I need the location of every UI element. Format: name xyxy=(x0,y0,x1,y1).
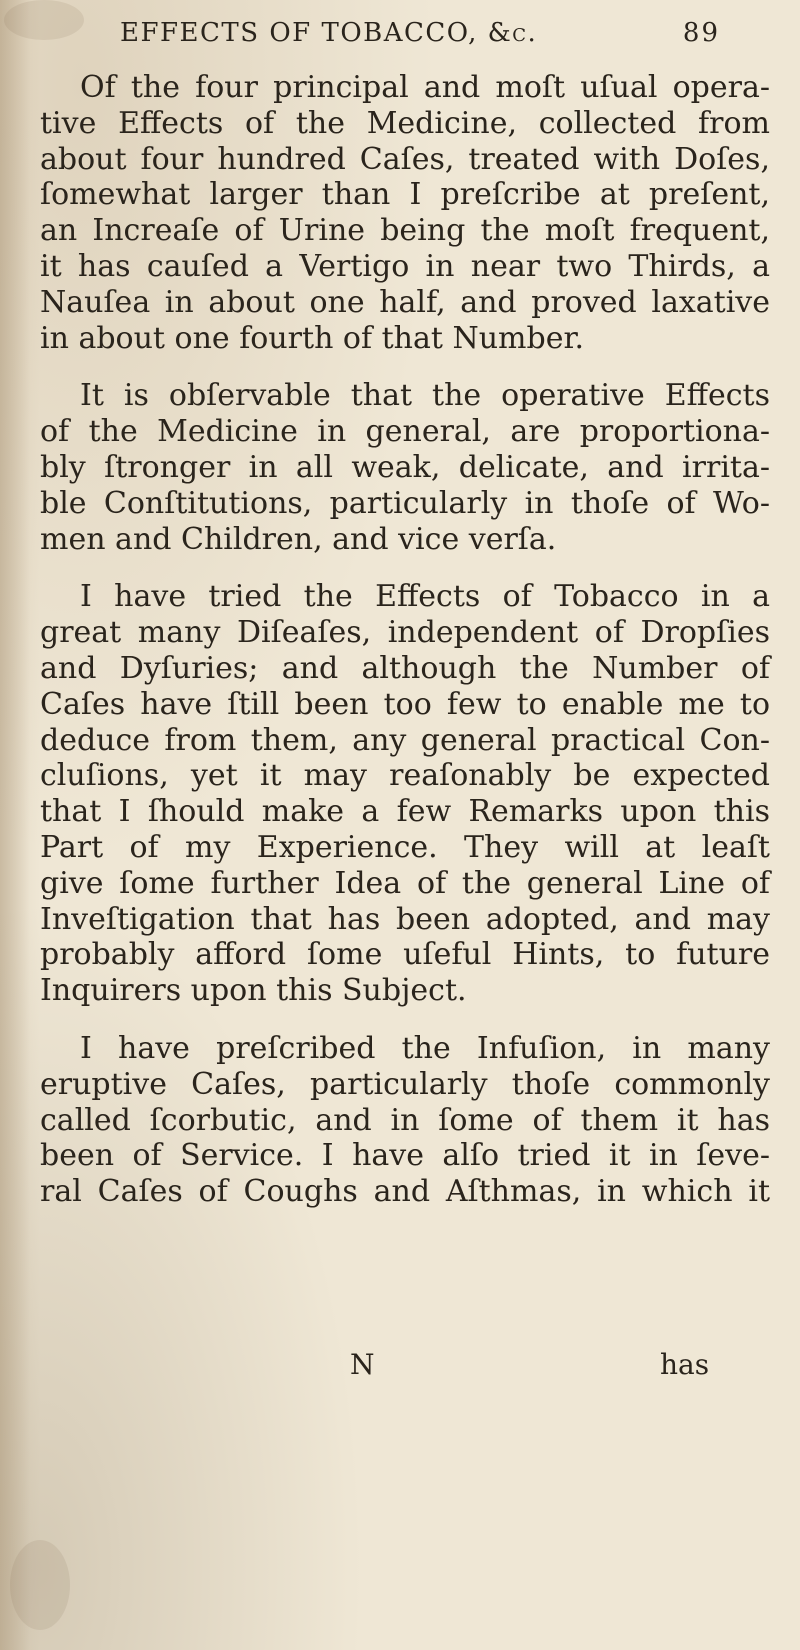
text-line: men and Children, and vice verſa. xyxy=(40,521,557,557)
catchword: has xyxy=(660,1348,710,1381)
body-text xyxy=(40,70,770,1232)
paragraph xyxy=(40,1031,770,1210)
text-line: eruptive Caſes, particularly thoſe commonly xyxy=(40,1066,770,1102)
text-line: Nauſea in about one half, and proved laxative xyxy=(40,284,770,320)
page-number: 89 xyxy=(682,18,720,48)
text-line: and Dyſuries; and although the Number of xyxy=(40,650,770,686)
text-line: deduce from them, any general practical Con- xyxy=(40,722,770,758)
text-line: ſomewhat larger than I preſcribe at preſent, xyxy=(40,177,770,213)
text-line: give ſome further Idea of the general Line of xyxy=(40,865,770,901)
text-line: of the Medicine in general, are proportiona- xyxy=(40,414,770,450)
text-line: Of the four principal and moſt uſual opera- xyxy=(80,70,770,105)
signature-mark: N xyxy=(350,1348,375,1381)
text-line: I have preſcribed the Infuſion, in many xyxy=(80,1030,770,1066)
paper-stain xyxy=(4,0,84,40)
text-line: ral Caſes of Coughs and Aſthmas, in which it xyxy=(40,1174,770,1210)
text-line: it has cauſed a Vertigo in near two Thirds, a xyxy=(40,248,770,284)
text-line: ble Conſtitutions, particularly in thoſe of Wo- xyxy=(40,485,770,521)
text-line: Inveſtigation that has been adopted, and may xyxy=(40,901,770,937)
text-line: tive Effects of the Medicine, collected from xyxy=(40,105,770,141)
text-line: Caſes have ſtill been too few to enable me to xyxy=(40,686,770,722)
page-edge-shadow xyxy=(0,0,30,1650)
text-line: that I ſhould make a few Remarks upon this xyxy=(40,794,770,830)
paragraph xyxy=(40,579,770,1009)
paper-stain xyxy=(10,1540,70,1630)
text-line: bly ſtronger in all weak, delicate, and irrita- xyxy=(40,449,770,485)
text-line: Inquirers upon this Subject. xyxy=(40,973,467,1009)
running-head xyxy=(120,18,720,48)
text-line: an Increaſe of Urine being the moſt frequent, xyxy=(40,213,770,249)
text-line: It is obſervable that the operative Effects xyxy=(80,378,770,414)
text-line: I have tried the Effects of Tobacco in a xyxy=(80,579,770,615)
paragraph xyxy=(40,378,770,557)
text-line: in about one fourth of that Number. xyxy=(40,320,585,356)
text-line: been of Service. I have alſo tried it in ſeve- xyxy=(40,1138,770,1174)
text-line: cluſions, yet it may reaſonably be expected xyxy=(40,758,770,794)
text-line: Part of my Experience. They will at leaſt xyxy=(40,829,770,865)
running-title: EFFECTS OF TOBACCO, &c. xyxy=(120,18,538,48)
text-line: about four hundred Caſes, treated with Doſes, xyxy=(40,141,770,177)
paragraph xyxy=(40,70,770,356)
text-line: probably afford ſome uſeful Hints, to future xyxy=(40,937,770,973)
text-line: called ſcorbutic, and in ſome of them it has xyxy=(40,1102,770,1138)
text-line: great many Diſeaſes, independent of Dropſies xyxy=(40,615,770,651)
